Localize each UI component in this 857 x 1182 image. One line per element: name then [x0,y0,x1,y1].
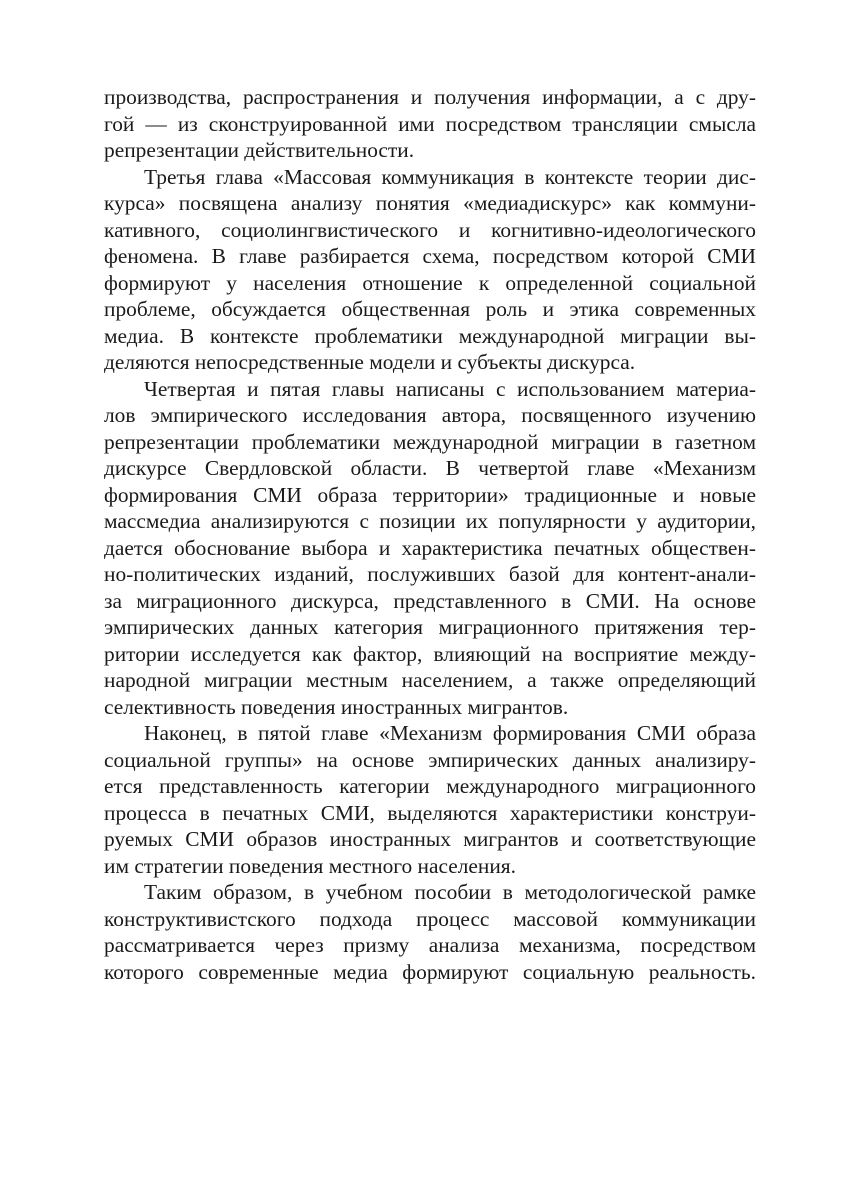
text-line: но-политических изданий, послуживших базой для контент-анали- [104,562,756,586]
paragraph-2 [104,164,756,376]
paragraph-5 [104,879,756,985]
text-line: формирования СМИ образа территории» традиционные и новые [104,482,756,507]
text-line: кативного, социолингвистического и когнитивно-идеологического [104,217,756,242]
text-line: рассматривается через призму анализа механизма, посредством [104,933,756,957]
text-line: дискурсе Свердловской области. В четвертой главе «Механизм [104,456,756,480]
text-line: процесса в печатных СМИ, выделяются характеристики конструи- [104,800,756,825]
text-line: лов эмпирического исследования автора, посвященного изучению [104,403,756,427]
text-line: селективность поведения иностранных мигрантов. [104,694,569,719]
text-line: конструктивистского подхода процесс массовой коммуникации [104,906,756,931]
text-line: репрезентации действительности. [104,138,415,162]
text-line: Наконец, в пятой главе «Механизм формирования СМИ образа [144,721,756,745]
text-line: ется представленность категории международного миграционного [104,774,756,798]
text-line: за миграционного дискурса, представленного в СМИ. На основе [104,588,756,613]
text-line: Третья глава «Массовая коммуникация в контексте теории дис- [144,164,756,189]
text-line: проблеме, обсуждается общественная роль и этика современных [104,297,756,321]
text-line: репрезентации проблематики международной миграции в газетном [104,429,756,454]
paragraph-1 [104,84,756,164]
text-line: массмедиа анализируются с позиции их популярности у аудитории, [104,509,756,533]
document-page [104,84,756,985]
text-line: дается обоснование выбора и характеристика печатных обществен- [104,535,756,560]
text-line: деляются непосредственные модели и субъекты дискурса. [104,350,636,374]
text-line: народной миграции местным населением, а также определяющий [104,668,756,692]
paragraph-3 [104,376,756,721]
text-line: медиа. В контексте проблематики международной миграции вы- [104,323,756,348]
text-line: им стратегии поведения местного населения. [104,853,516,878]
text-line: курса» посвящена анализу понятия «медиадискурс» как коммуни- [104,191,756,215]
text-line: Таким образом, в учебном пособии в методологической рамке [144,880,756,904]
text-line: гой — из сконструированной ими посредством трансляции смысла [104,111,756,136]
text-line: социальной группы» на основе эмпирических данных анализиру- [104,747,756,772]
text-line: которого современные медиа формируют социальную реальность. [104,959,756,984]
text-line: феномена. В главе разбирается схема, посредством которой СМИ [104,244,756,268]
text-line: Четвертая и пятая главы написаны с использованием материа- [144,376,756,401]
text-line: производства, распространения и получения информации, а с дру- [104,85,756,109]
text-line: эмпирических данных категория миграционного притяжения тер- [104,615,756,639]
paragraph-4 [104,720,756,879]
text-line: формируют у населения отношение к определенной социальной [104,270,756,295]
text-line: ритории исследуется как фактор, влияющий на восприятие между- [104,641,756,666]
text-line: руемых СМИ образов иностранных мигрантов и соответствующие [104,827,756,851]
